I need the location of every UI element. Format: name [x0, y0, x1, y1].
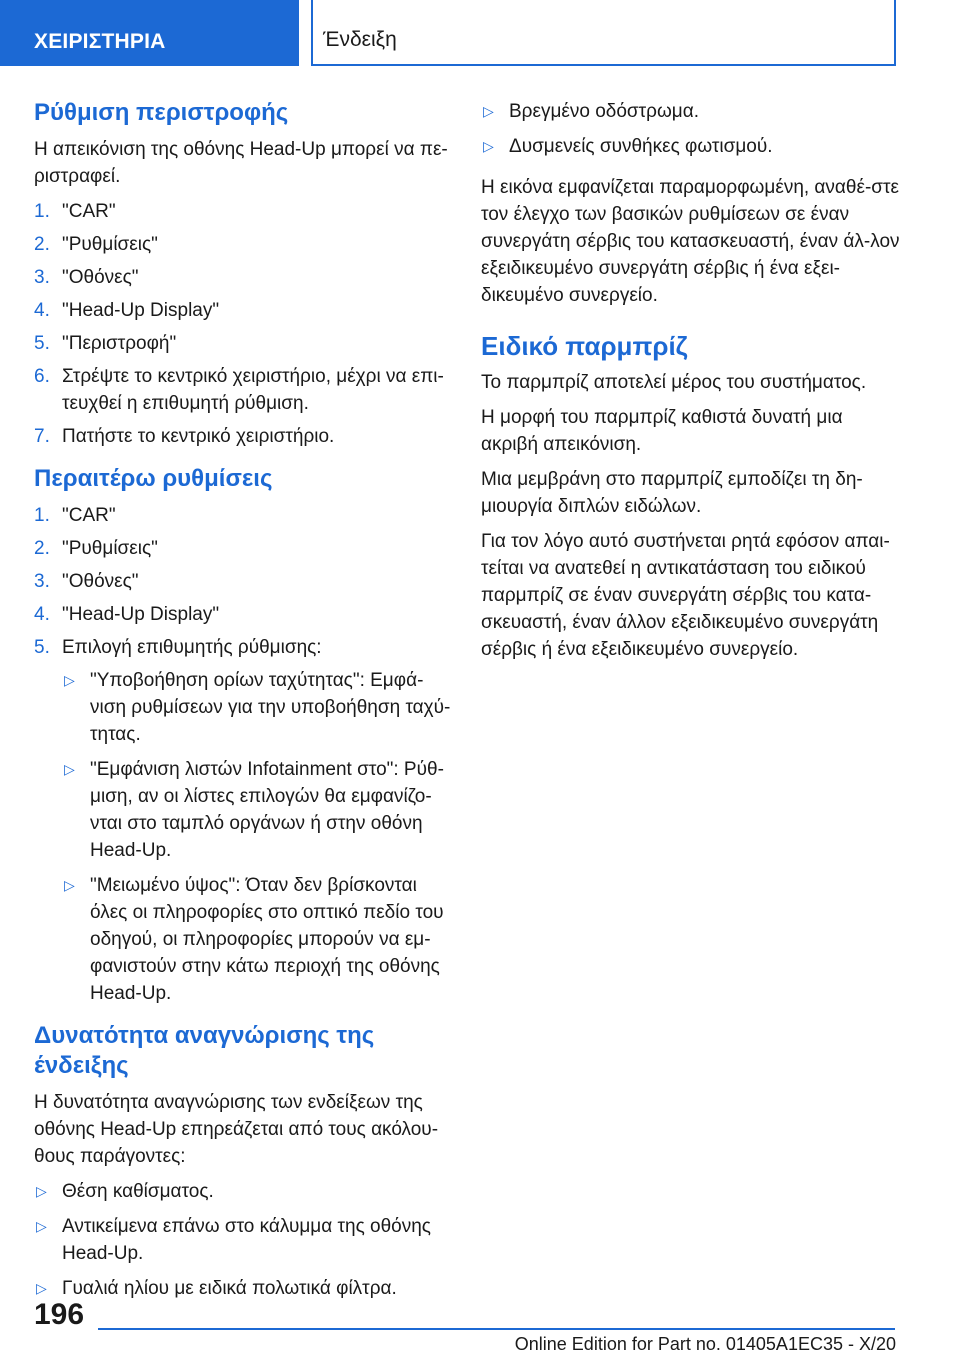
visibility-intro: Η δυνατότητα αναγνώρισης των ενδείξεων της οθόνης Head-Up επηρεάζεται από τους ακόλου‐θους παράγοντες: — [34, 1092, 439, 1167]
step-text: "Head-Up Display" — [62, 604, 220, 625]
bullet-text: "Υποβοήθηση ορίων ταχύτητας": Εμφά‐νιση ρυθμίσεων για την υποβοήθηση ταχύ‐τητας. — [90, 670, 451, 745]
edition-note: Online Edition for Part no. 01405A1EC35 - X/20 — [514, 1334, 896, 1354]
step-item — [34, 502, 454, 529]
step-text: "CAR" — [62, 505, 116, 526]
settings-options — [62, 667, 454, 1007]
step-item — [34, 535, 454, 562]
step-text: Επιλογή επιθυμητής ρύθμισης: — [62, 637, 322, 658]
topic-tab: Ένδειξη — [311, 0, 896, 66]
step-item — [34, 423, 454, 450]
bullet-text: Αντικείμενα επάνω στο κάλυμμα της οθόνης Head-Up. — [62, 1216, 431, 1264]
rotation-heading: Ρύθμιση περιστροφής — [34, 99, 289, 126]
windshield-p1: Το παρμπρίζ αποτελεί μέρος του συστήματος. — [481, 372, 867, 393]
bullet-text: Δυσμενείς συνθήκες φωτισμού. — [509, 136, 773, 157]
more-settings-heading: Περαιτέρω ρυθμίσεις — [34, 465, 273, 492]
step-number: 6. — [34, 366, 50, 387]
rotation-intro: Η απεικόνιση της οθόνης Head-Up μπορεί να πε‐ριστραφεί. — [34, 139, 448, 187]
rotation-steps — [34, 198, 454, 450]
bullet-item — [62, 872, 454, 1007]
triangle-bullet-icon: ▷ — [483, 103, 494, 119]
bullet-text: Γυαλιά ηλίου με ειδικά πολωτικά φίλτρα. — [62, 1278, 397, 1299]
bullet-text: Θέση καθίσματος. — [62, 1181, 214, 1202]
step-number: 3. — [34, 267, 50, 288]
step-number: 4. — [34, 300, 50, 321]
visibility-heading: Δυνατότητα αναγνώρισης της ένδειξης — [34, 1022, 375, 1079]
left-column — [34, 98, 454, 1316]
step-number: 5. — [34, 333, 50, 354]
step-number: 3. — [34, 571, 50, 592]
step-number: 1. — [34, 505, 50, 526]
step-item — [34, 264, 454, 291]
bullet-item — [481, 133, 901, 160]
step-item — [34, 363, 454, 417]
triangle-bullet-icon: ▷ — [36, 1218, 47, 1234]
windshield-p2: Η μορφή του παρμπρίζ καθιστά δυνατή μια ακριβή απεικόνιση. — [481, 407, 843, 455]
bullet-item — [62, 756, 454, 864]
windshield-p4: Για τον λόγο αυτό συστήνεται ρητά εφόσον απαι‐τείται να ανατεθεί η αντικατάσταση του ειδικού παρμπρίζ σε έναν συνεργάτη σέρβις του κατα‐σκευαστή, έναν άλλον εξειδικευμένο συνεργάτη σέρβις ή ένα εξειδικευμένο συνεργείο. — [481, 531, 890, 660]
bullet-text: "Εμφάνιση λιστών Infotainment στο": Ρύθ‐μιση, αν οι λίστες επιλογών θα εμφανίζο‐νται στο ταμπλό οργάνων ή στην οθόνη Head-Up. — [90, 759, 444, 861]
more-settings-steps — [34, 502, 454, 1007]
step-text: Στρέψτε το κεντρικό χειριστήριο, μέχρι να επι‐τευχθεί η επιθυμητή ρύθμιση. — [62, 366, 444, 414]
step-item — [34, 198, 454, 225]
step-text: "CAR" — [62, 201, 116, 222]
triangle-bullet-icon: ▷ — [64, 761, 75, 777]
step-number: 7. — [34, 426, 50, 447]
section-tab: ΧΕΙΡΙΣΤΗΡΙΑ — [0, 0, 299, 66]
triangle-bullet-icon: ▷ — [64, 672, 75, 688]
triangle-bullet-icon: ▷ — [64, 877, 75, 893]
step-text: Πατήστε το κεντρικό χειριστήριο. — [62, 426, 335, 447]
right-column — [481, 98, 901, 671]
footer-divider — [98, 1328, 895, 1330]
windshield-heading: Ειδικό παρμπρίζ — [481, 331, 688, 361]
page-number: 196 — [34, 1298, 85, 1331]
step-item — [34, 601, 454, 628]
bullet-text: Βρεγμένο οδόστρωμα. — [509, 101, 700, 122]
step-number: 2. — [34, 234, 50, 255]
step-item — [34, 231, 454, 258]
step-number: 5. — [34, 637, 50, 658]
step-text: "Οθόνες" — [62, 571, 139, 592]
visibility-factors-continued — [481, 98, 901, 160]
step-number: 2. — [34, 538, 50, 559]
step-text: "Οθόνες" — [62, 267, 139, 288]
windshield-p3: Μια μεμβράνη στο παρμπρίζ εμποδίζει τη δη‐μιουργία διπλών ειδώλων. — [481, 469, 863, 517]
bullet-item — [34, 1213, 454, 1267]
distortion-paragraph: Η εικόνα εμφανίζεται παραμορφωμένη, αναθέ‐στε τον έλεγχο των βασικών ρυθμίσεων σε έναν συνεργάτη σέρβις του κατασκευαστή, έναν άλ‐λον εξειδικευμένο συνεργάτη σέρβις ή ένα εξει‐δικευμένο συνεργείο. — [481, 177, 900, 306]
bullet-item — [34, 1178, 454, 1205]
bullet-item — [481, 98, 901, 125]
step-number: 4. — [34, 604, 50, 625]
step-text: "Ρυθμίσεις" — [62, 234, 158, 255]
step-text: "Head-Up Display" — [62, 300, 220, 321]
step-item — [34, 634, 454, 1007]
triangle-bullet-icon: ▷ — [483, 138, 494, 154]
bullet-text: "Μειωμένο ύψος": Όταν δεν βρίσκονται όλες οι πληροφορίες στο οπτικό πεδίο του οδηγού, οι πληροφορίες μπορούν να εμ‐φανιστούν στην κάτω περιοχή της οθόνης Head-Up. — [90, 875, 444, 1004]
triangle-bullet-icon: ▷ — [36, 1183, 47, 1199]
bullet-item — [62, 667, 454, 748]
step-text: "Ρυθμίσεις" — [62, 538, 158, 559]
step-number: 1. — [34, 201, 50, 222]
triangle-bullet-icon: ▷ — [36, 1280, 47, 1296]
step-item — [34, 297, 454, 324]
step-text: "Περιστροφή" — [62, 333, 177, 354]
visibility-factors — [34, 1178, 454, 1302]
step-item — [34, 330, 454, 357]
bullet-item — [34, 1275, 454, 1302]
page-header — [0, 0, 960, 66]
step-item — [34, 568, 454, 595]
